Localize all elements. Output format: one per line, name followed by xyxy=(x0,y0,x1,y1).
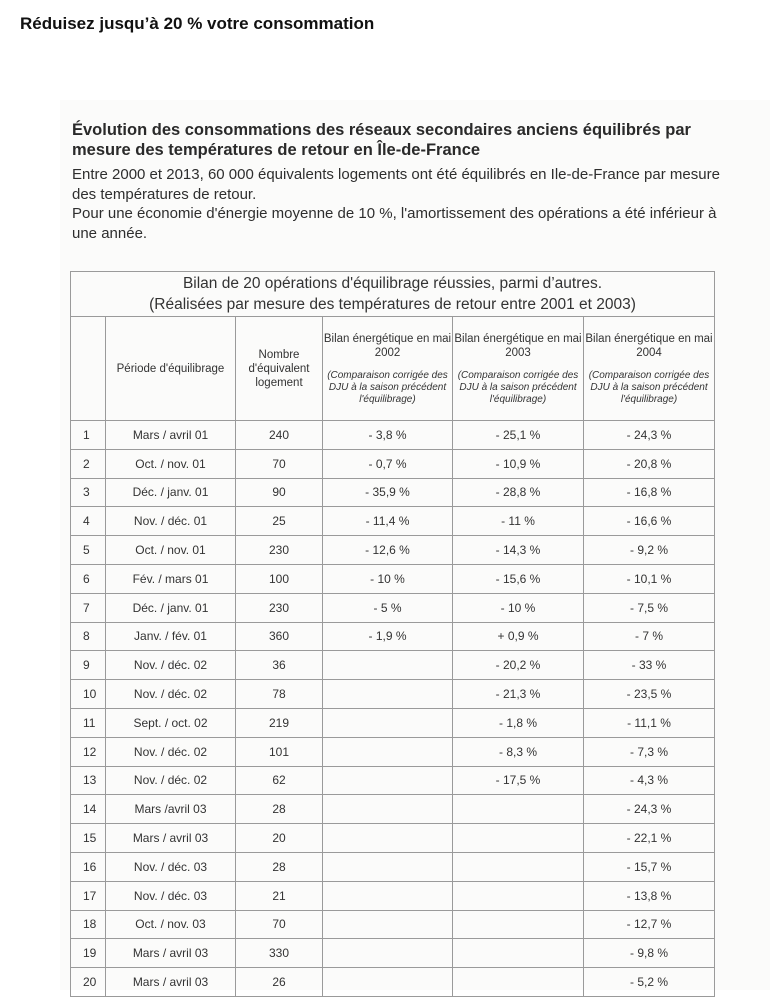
cell-periode: Sept. / oct. 02 xyxy=(106,708,236,737)
cell-bilan-2004: - 33 % xyxy=(584,651,715,680)
cell-periode: Nov. / déc. 02 xyxy=(106,651,236,680)
document-intro xyxy=(72,165,722,243)
cell-logements: 230 xyxy=(236,536,323,565)
cell-bilan-2003: - 21,3 % xyxy=(453,680,584,709)
cell-periode: Nov. / déc. 03 xyxy=(106,881,236,910)
header-bilan-2002 xyxy=(323,317,453,421)
cell-bilan-2004: - 20,8 % xyxy=(584,449,715,478)
cell-logements: 36 xyxy=(236,651,323,680)
cell-bilan-2003: - 10 % xyxy=(453,593,584,622)
cell-index: 12 xyxy=(71,737,106,766)
cell-periode: Janv. / fév. 01 xyxy=(106,622,236,651)
table-body xyxy=(71,421,715,997)
cell-bilan-2003: - 10,9 % xyxy=(453,449,584,478)
cell-index: 5 xyxy=(71,536,106,565)
cell-bilan-2004: - 11,1 % xyxy=(584,708,715,737)
cell-bilan-2002: - 1,9 % xyxy=(323,622,453,651)
table-row xyxy=(71,680,715,709)
cell-periode: Fév. / mars 01 xyxy=(106,564,236,593)
table-row xyxy=(71,622,715,651)
table-caption-row xyxy=(71,272,715,317)
cell-bilan-2002 xyxy=(323,881,453,910)
cell-periode: Nov. / déc. 02 xyxy=(106,766,236,795)
cell-bilan-2002 xyxy=(323,824,453,853)
cell-bilan-2003: - 25,1 % xyxy=(453,421,584,450)
cell-bilan-2003 xyxy=(453,968,584,997)
table-row xyxy=(71,478,715,507)
cell-bilan-2002 xyxy=(323,737,453,766)
cell-bilan-2004: - 23,5 % xyxy=(584,680,715,709)
table-caption-line: (Réalisées par mesure des températures de retour entre 2001 et 2003) xyxy=(149,296,636,313)
header-bilan-2002-label: Bilan énergétique en mai 2002 xyxy=(323,332,452,359)
cell-logements: 78 xyxy=(236,680,323,709)
cell-bilan-2003: - 8,3 % xyxy=(453,737,584,766)
cell-bilan-2003: - 28,8 % xyxy=(453,478,584,507)
table-row xyxy=(71,449,715,478)
cell-index: 17 xyxy=(71,881,106,910)
cell-logements: 230 xyxy=(236,593,323,622)
cell-periode: Nov. / déc. 02 xyxy=(106,737,236,766)
cell-logements: 25 xyxy=(236,507,323,536)
cell-logements: 70 xyxy=(236,449,323,478)
table-row xyxy=(71,708,715,737)
header-note: (Comparaison corrigée des DJU à la saison précédent l'équilibrage) xyxy=(588,369,710,405)
cell-periode: Nov. / déc. 01 xyxy=(106,507,236,536)
cell-bilan-2002: - 35,9 % xyxy=(323,478,453,507)
cell-bilan-2002 xyxy=(323,766,453,795)
header-bilan-2004 xyxy=(584,317,715,421)
cell-bilan-2002 xyxy=(323,795,453,824)
cell-bilan-2004: - 7,3 % xyxy=(584,737,715,766)
table-row xyxy=(71,824,715,853)
cell-periode: Déc. / janv. 01 xyxy=(106,478,236,507)
cell-bilan-2004: - 5,2 % xyxy=(584,968,715,997)
cell-logements: 100 xyxy=(236,564,323,593)
table-row xyxy=(71,651,715,680)
cell-bilan-2004: - 7 % xyxy=(584,622,715,651)
cell-bilan-2002 xyxy=(323,852,453,881)
table-row xyxy=(71,593,715,622)
table-row xyxy=(71,881,715,910)
cell-bilan-2002: - 11,4 % xyxy=(323,507,453,536)
cell-bilan-2003: - 14,3 % xyxy=(453,536,584,565)
table-row xyxy=(71,507,715,536)
table-row xyxy=(71,766,715,795)
cell-bilan-2004: - 22,1 % xyxy=(584,824,715,853)
cell-bilan-2002 xyxy=(323,910,453,939)
cell-periode: Nov. / déc. 03 xyxy=(106,852,236,881)
table-row xyxy=(71,939,715,968)
header-periode: Période d'équilibrage xyxy=(106,317,236,421)
cell-index: 15 xyxy=(71,824,106,853)
cell-index: 19 xyxy=(71,939,106,968)
table-row xyxy=(71,564,715,593)
cell-index: 4 xyxy=(71,507,106,536)
cell-index: 20 xyxy=(71,968,106,997)
cell-bilan-2004: - 15,7 % xyxy=(584,852,715,881)
cell-index: 7 xyxy=(71,593,106,622)
cell-bilan-2003 xyxy=(453,939,584,968)
cell-bilan-2004: - 13,8 % xyxy=(584,881,715,910)
cell-bilan-2003: - 17,5 % xyxy=(453,766,584,795)
cell-bilan-2002: - 12,6 % xyxy=(323,536,453,565)
cell-index: 14 xyxy=(71,795,106,824)
cell-logements: 26 xyxy=(236,968,323,997)
intro-paragraph: Pour une économie d'énergie moyenne de 10 %, l'amortissement des opérations a été inférieur à une année. xyxy=(72,205,717,242)
cell-index: 2 xyxy=(71,449,106,478)
cell-bilan-2004: - 9,2 % xyxy=(584,536,715,565)
cell-bilan-2003: - 15,6 % xyxy=(453,564,584,593)
cell-periode: Mars / avril 03 xyxy=(106,824,236,853)
intro-paragraph: Entre 2000 et 2013, 60 000 équivalents logements ont été équilibrés en Ile-de-France par mesure des températures de retour. xyxy=(72,166,720,203)
header-bilan-2004-label: Bilan énergétique en mai 2004 xyxy=(585,332,713,359)
cell-bilan-2004: - 24,3 % xyxy=(584,421,715,450)
cell-bilan-2003: - 1,8 % xyxy=(453,708,584,737)
cell-bilan-2004: - 24,3 % xyxy=(584,795,715,824)
cell-bilan-2004: - 9,8 % xyxy=(584,939,715,968)
header-bilan-2003 xyxy=(453,317,584,421)
cell-index: 3 xyxy=(71,478,106,507)
cell-bilan-2002 xyxy=(323,708,453,737)
cell-index: 16 xyxy=(71,852,106,881)
cell-index: 1 xyxy=(71,421,106,450)
table-row xyxy=(71,421,715,450)
cell-bilan-2004: - 10,1 % xyxy=(584,564,715,593)
cell-logements: 330 xyxy=(236,939,323,968)
cell-index: 9 xyxy=(71,651,106,680)
cell-bilan-2003 xyxy=(453,824,584,853)
cell-periode: Oct. / nov. 01 xyxy=(106,449,236,478)
cell-bilan-2002: - 5 % xyxy=(323,593,453,622)
cell-bilan-2003 xyxy=(453,852,584,881)
cell-bilan-2003: - 20,2 % xyxy=(453,651,584,680)
cell-logements: 28 xyxy=(236,852,323,881)
results-table xyxy=(70,271,715,997)
cell-logements: 62 xyxy=(236,766,323,795)
cell-periode: Mars /avril 03 xyxy=(106,795,236,824)
cell-bilan-2003: - 11 % xyxy=(453,507,584,536)
cell-periode: Déc. / janv. 01 xyxy=(106,593,236,622)
cell-bilan-2002 xyxy=(323,939,453,968)
table-row xyxy=(71,910,715,939)
cell-bilan-2003 xyxy=(453,910,584,939)
table-row xyxy=(71,852,715,881)
table-caption-line: Bilan de 20 opérations d'équilibrage réussies, parmi d’autres. xyxy=(182,275,603,292)
cell-periode: Oct. / nov. 01 xyxy=(106,536,236,565)
header-note: (Comparaison corrigée des DJU à la saison précédent l'équilibrage) xyxy=(327,369,448,405)
table-row xyxy=(71,536,715,565)
cell-index: 18 xyxy=(71,910,106,939)
header-bilan-2003-label: Bilan énergétique en mai 2003 xyxy=(454,332,582,359)
cell-bilan-2004: - 16,8 % xyxy=(584,478,715,507)
table-row xyxy=(71,795,715,824)
document-title: Évolution des consommations des réseaux secondaires anciens équilibrés par mesure des températures de retour en Île-de-France xyxy=(72,121,691,159)
cell-periode: Mars / avril 03 xyxy=(106,939,236,968)
cell-periode: Oct. / nov. 03 xyxy=(106,910,236,939)
cell-logements: 90 xyxy=(236,478,323,507)
cell-periode: Mars / avril 01 xyxy=(106,421,236,450)
cell-logements: 20 xyxy=(236,824,323,853)
cell-bilan-2002 xyxy=(323,651,453,680)
table-caption xyxy=(71,272,715,317)
header-nombre: Nombre d'équivalent logement xyxy=(236,317,323,421)
table-row xyxy=(71,737,715,766)
cell-bilan-2004: - 16,6 % xyxy=(584,507,715,536)
table-header-row xyxy=(71,317,715,421)
cell-logements: 360 xyxy=(236,622,323,651)
page-heading: Réduisez jusqu’à 20 % votre consommation xyxy=(20,14,375,33)
header-note: (Comparaison corrigée des DJU à la saison précédent l'équilibrage) xyxy=(457,369,579,405)
cell-periode: Mars / avril 03 xyxy=(106,968,236,997)
cell-index: 13 xyxy=(71,766,106,795)
cell-bilan-2002: - 0,7 % xyxy=(323,449,453,478)
cell-logements: 240 xyxy=(236,421,323,450)
cell-bilan-2002: - 10 % xyxy=(323,564,453,593)
cell-bilan-2004: - 4,3 % xyxy=(584,766,715,795)
cell-bilan-2002 xyxy=(323,968,453,997)
cell-bilan-2003 xyxy=(453,795,584,824)
cell-index: 11 xyxy=(71,708,106,737)
cell-bilan-2002: - 3,8 % xyxy=(323,421,453,450)
cell-logements: 28 xyxy=(236,795,323,824)
cell-index: 8 xyxy=(71,622,106,651)
cell-logements: 219 xyxy=(236,708,323,737)
cell-bilan-2003 xyxy=(453,881,584,910)
cell-logements: 101 xyxy=(236,737,323,766)
cell-bilan-2002 xyxy=(323,680,453,709)
cell-logements: 21 xyxy=(236,881,323,910)
cell-bilan-2004: - 12,7 % xyxy=(584,910,715,939)
cell-index: 6 xyxy=(71,564,106,593)
cell-logements: 70 xyxy=(236,910,323,939)
header-index xyxy=(71,317,106,421)
cell-index: 10 xyxy=(71,680,106,709)
table-row xyxy=(71,968,715,997)
cell-bilan-2003: + 0,9 % xyxy=(453,622,584,651)
cell-bilan-2004: - 7,5 % xyxy=(584,593,715,622)
cell-periode: Nov. / déc. 02 xyxy=(106,680,236,709)
